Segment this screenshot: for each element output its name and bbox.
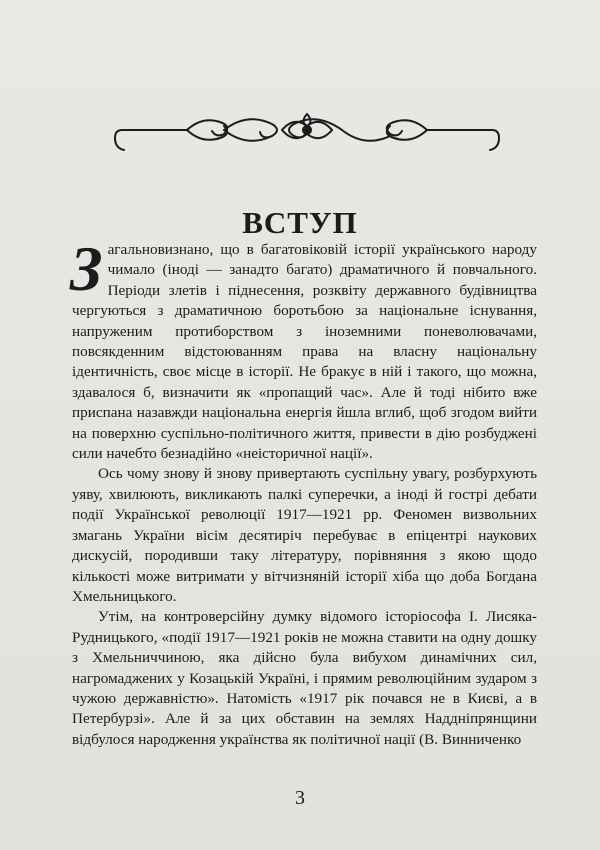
body-text: [70, 233, 537, 750]
paragraph: [70, 233, 537, 464]
chapter-title: ВСТУП: [242, 205, 358, 240]
paragraph: Утім, на контроверсійну думку відомого історіософа І. Лисяка-Рудницького, «події 1917—1921 років не можна ставити на одну дошку з Хмельниччиною, яка дійсно була вибухом динамічних сил, нагромаджених у Козацькій Україні, і прямим революційним зударом з чужою державністю». Натомість «1917 рік почався не в Києві, а в Петербурзі». Але й за цих обставин на землях Наддніпрянщини відбулося народження українства як політичної нації (В. Винниченко: [72, 608, 537, 748]
drop-cap: З: [70, 233, 103, 304]
paragraph: Ось чому знову й знову привертають суспільну увагу, розбурхують уяву, хвилюють, викликають палкі суперечки, а іноді й гострі дебати події Української революції 1917—1921 рр. Феномен визвольних змагань України вісім десятиріч перебуває в епіцентрі наукових дискусій, породивши таку літературу, порівняння з якою щодо кількості може витримати у вітчизняній історії хіба що доба Богдана Хмельницького.: [72, 465, 537, 605]
page-number: 3: [295, 787, 305, 809]
paragraph-text: агальновизнано, що в багатовіковій історії українського народу чимало (іноді — занадто багато) драматичного й повчального. Періоди злетів і піднесення, розквіту державного будівництва чергуються з драматичною боротьбою за національне існування, напруженим протиборством з іноземними поневолювачами, повсякденним відстоюванням права на власну національну ідентичність, своє місце в історії. Не бракує в ній і такого, що можна, здавалося б, визначити як «пропащий час». Але й тоді нібито вже приспана назавжди національна енергія йшла вглиб, щоб згодом вийти на поверхню суспільно-політичного життя, привести в дію розбуджені сили начебто безнадійно «неісторичної нації».: [72, 241, 537, 463]
scrollwork-divider-icon: [112, 108, 502, 154]
